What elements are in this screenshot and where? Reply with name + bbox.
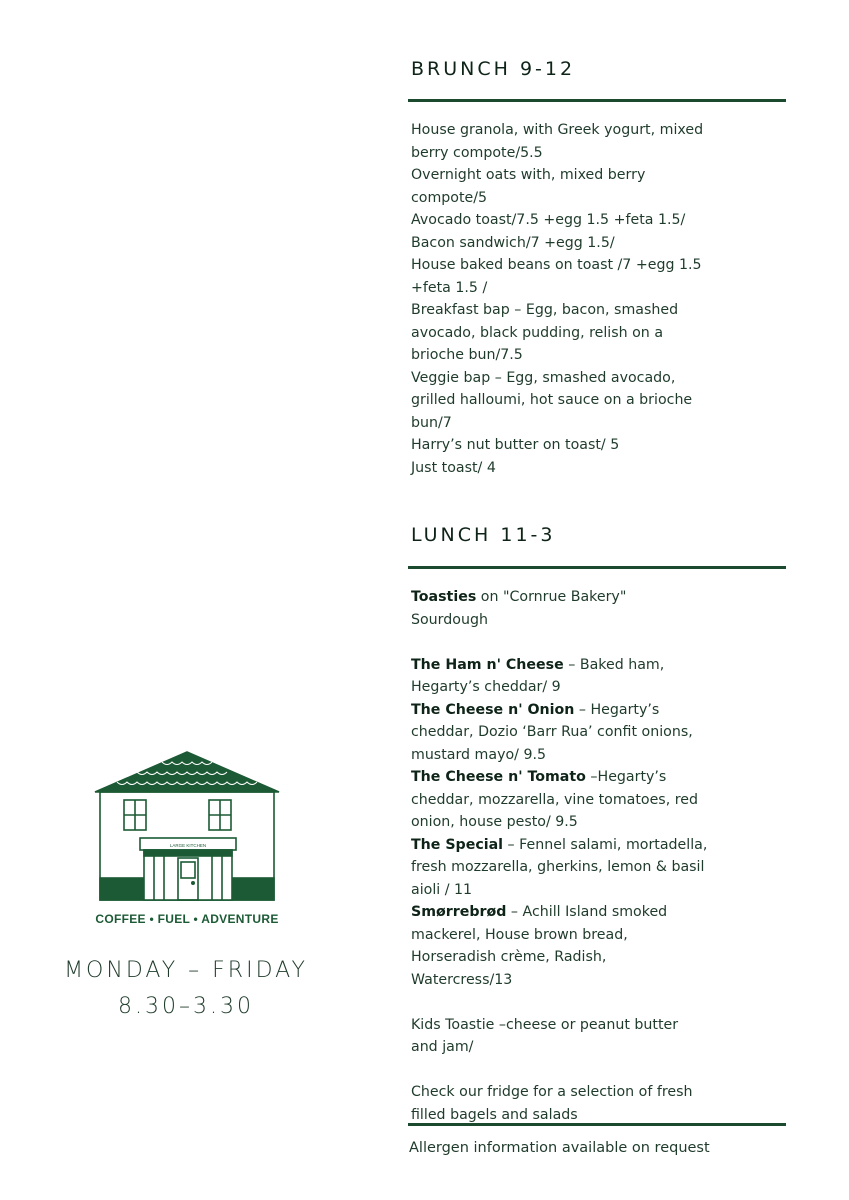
list-item: Overnight oats with, mixed berry xyxy=(411,167,646,183)
list-item: brioche bun/7.5 xyxy=(411,347,523,363)
menu-item-desc: – Achill Island smoked xyxy=(506,904,668,920)
menu-item-desc: – Hegarty’s xyxy=(574,701,660,718)
list-item: Kids Toastie –cheese or peanut butter xyxy=(411,1016,679,1033)
list-item: and jam/ xyxy=(411,1039,474,1055)
menu-item-desc: –Hegarty’s xyxy=(585,769,667,785)
list-item: Check our fridge for a selection of fresh xyxy=(411,1084,693,1100)
menu-item-desc: on "Cornrue Bakery" xyxy=(476,589,627,605)
list-item xyxy=(411,834,721,857)
list-item: House baked beans on toast /7 +egg 1.5 xyxy=(411,257,702,273)
list-item: cheddar, mozzarella, vine tomatoes, red xyxy=(411,791,698,808)
logo-tagline: COFFEE • FUEL • ADVENTURE xyxy=(95,912,279,926)
list-item xyxy=(411,699,721,722)
list-item: fresh mozzarella, gherkins, lemon & basil xyxy=(411,859,705,875)
menu-item-name: Toasties xyxy=(411,589,477,605)
list-item: avocado, black pudding, relish on a xyxy=(411,324,664,341)
list-item: grilled halloumi, hot sauce on a brioche xyxy=(411,392,693,408)
list-item: Bacon sandwich/7 +egg 1.5/ xyxy=(411,234,615,251)
opening-hours: 8.30–3.30 xyxy=(118,994,254,1019)
lunch-divider xyxy=(408,566,786,569)
cafe-building-logo xyxy=(92,750,282,905)
lunch-heading: LUNCH 11-3 xyxy=(411,524,556,546)
brunch-menu-list xyxy=(411,119,711,479)
list-item: Breakfast bap – Egg, bacon, smashed xyxy=(411,302,679,318)
list-item: +feta 1.5 / xyxy=(411,279,488,296)
opening-days: MONDAY – FRIDAY xyxy=(64,958,308,983)
list-item: House granola, with Greek yogurt, mixed xyxy=(411,122,704,138)
list-item: Harry’s nut butter on toast/ 5 xyxy=(411,437,620,453)
menu-item-name: The Special xyxy=(411,836,504,853)
list-item: Sourdough xyxy=(411,611,488,628)
menu-item-desc: – Baked ham, xyxy=(563,656,665,673)
list-item: Avocado toast/7.5 +egg 1.5 +feta 1.5/ xyxy=(411,212,686,228)
menu-item-name: The Cheese n' Tomato xyxy=(411,769,586,785)
menu-item-name: The Cheese n' Onion xyxy=(411,701,575,718)
list-item: Veggie bap – Egg, smashed avocado, xyxy=(411,369,676,386)
list-item: filled bagels and salads xyxy=(411,1106,578,1123)
menu-item-desc: – Fennel salami, mortadella, xyxy=(503,836,708,853)
list-item: Watercress/13 xyxy=(411,971,513,988)
menu-item-name: Smørrebrød xyxy=(411,904,507,920)
list-item xyxy=(411,766,721,789)
lunch-menu-list xyxy=(411,586,721,1126)
brunch-heading: BRUNCH 9-12 xyxy=(411,58,576,80)
list-item: Hegarty’s cheddar/ 9 xyxy=(411,679,561,695)
list-item: Just toast/ 4 xyxy=(411,459,496,476)
list-item: berry compote/5.5 xyxy=(411,144,543,161)
list-item xyxy=(411,901,721,924)
list-item: Horseradish crème, Radish, xyxy=(411,949,607,965)
list-item: mustard mayo/ 9.5 xyxy=(411,746,547,763)
allergen-note: Allergen information available on request xyxy=(409,1140,710,1156)
list-item: compote/5 xyxy=(411,189,488,206)
shop-sign-text: LARGE KITCHEN xyxy=(169,843,207,848)
list-item: cheddar, Dozio ‘Barr Rua’ confit onions, xyxy=(411,724,693,740)
list-item xyxy=(411,586,721,609)
brunch-divider xyxy=(408,99,786,102)
list-item: mackerel, House brown bread, xyxy=(411,926,628,943)
list-item: onion, house pesto/ 9.5 xyxy=(411,814,578,830)
list-item: bun/7 xyxy=(411,414,452,431)
list-item: aioli / 11 xyxy=(411,881,473,898)
menu-item-name: The Ham n' Cheese xyxy=(411,656,564,673)
list-item xyxy=(411,654,721,677)
footer-divider xyxy=(408,1123,786,1126)
